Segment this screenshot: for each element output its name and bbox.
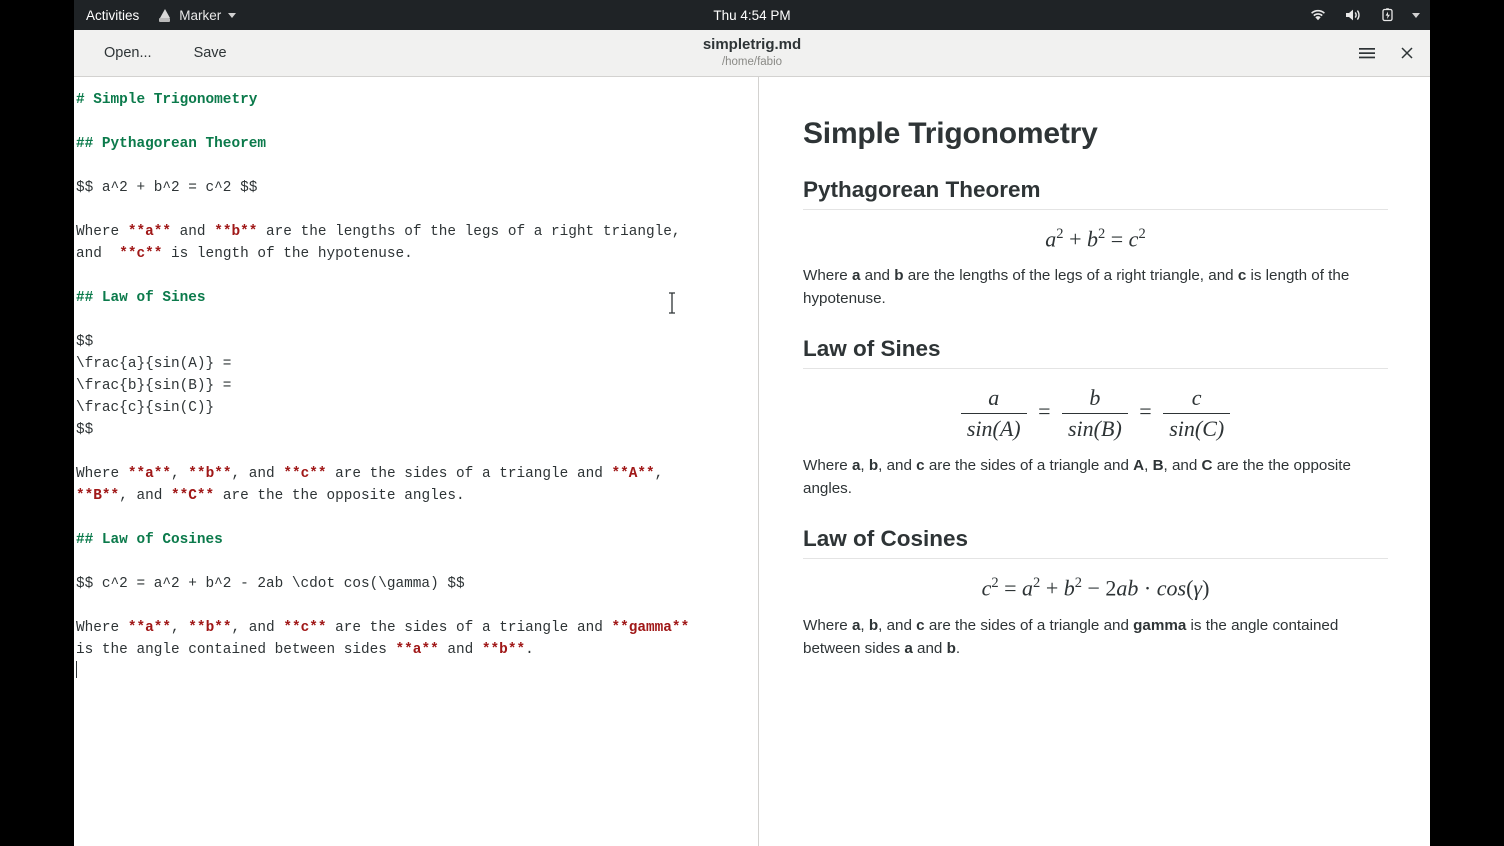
md-text-token: \frac{c}{sin(C)} (76, 400, 215, 416)
md-bold-token: **gamma** (611, 620, 690, 636)
md-text-token: $$ (76, 334, 94, 350)
editor-line (76, 551, 748, 573)
md-text-token: , and (231, 466, 284, 482)
wifi-icon (1307, 4, 1329, 26)
editor-line (76, 133, 748, 155)
close-icon[interactable] (1396, 42, 1418, 64)
open-button[interactable]: Open... (104, 45, 152, 61)
md-text-token: Where (76, 224, 128, 240)
p3-seg-k: and (912, 639, 947, 657)
md-text-token: , (171, 620, 189, 636)
editor-line (76, 221, 748, 243)
md-text-token: Where (76, 620, 128, 636)
p2-bold-A: A (1133, 457, 1145, 475)
app-menu-label: Marker (179, 7, 222, 23)
markdown-editor-pane[interactable] (74, 77, 758, 846)
top-bar-left-group (74, 8, 236, 23)
app-menu-button[interactable] (157, 8, 236, 23)
md-bold-token: **b** (481, 642, 526, 658)
md-text-token: $$ (76, 422, 94, 438)
marker-window (74, 30, 1430, 846)
p3-bold-a: a (851, 616, 861, 634)
system-status-area[interactable] (1307, 4, 1420, 26)
editor-line (76, 441, 748, 463)
p1-bold-b: b (894, 267, 904, 285)
md-text-token: are the sides of a triangle and (326, 466, 612, 482)
p2-seg-e: , and (878, 457, 917, 475)
formula-law-of-cosines: $c^2 = a^2 + b^2 - 2ab \cdot \cos(\gamma)$ (981, 575, 1210, 601)
editor-line (76, 111, 748, 133)
battery-icon (1377, 4, 1399, 26)
p2-bold-c: c (916, 457, 925, 475)
md-text-token: and (438, 642, 482, 658)
p1-seg-g: is length of the hypotenuse. (803, 267, 1350, 308)
editor-line (76, 309, 748, 331)
preview-heading-pythagorean: Pythagorean Theorem (803, 177, 1388, 210)
desktop-left-margin (0, 0, 74, 846)
md-text-token: , (171, 466, 189, 482)
desktop-right-margin (1430, 0, 1504, 846)
p3-bold-a2: a (904, 639, 913, 657)
p2-bold-a: a (851, 457, 861, 475)
md-bold-token: **c** (119, 246, 163, 262)
window-title-block (74, 36, 1430, 69)
p3-seg-c: , (860, 616, 869, 634)
md-bold-token: **c** (283, 620, 327, 636)
preview-heading-law-of-cosines: Law of Cosines (803, 526, 1388, 559)
editor-line (76, 177, 748, 199)
p2-bold-b: b (868, 457, 879, 475)
editor-line (76, 155, 748, 177)
markdown-source-text[interactable] (74, 89, 758, 683)
p3-seg-e: , and (878, 616, 917, 634)
md-bold-token: **a** (127, 620, 172, 636)
md-heading-token: ## Law of Cosines (76, 532, 223, 548)
p3-bold-c: c (916, 616, 925, 634)
md-text-token: , and (119, 488, 172, 504)
md-bold-token: **a** (127, 466, 172, 482)
header-left-buttons (74, 39, 241, 67)
p2-seg-k: , and (1163, 457, 1202, 475)
preview-paragraph-law-of-cosines (803, 614, 1388, 660)
p3-seg-m: . (955, 639, 961, 657)
editor-line (76, 199, 748, 221)
editor-line (76, 397, 748, 419)
md-bold-token: **b** (188, 466, 232, 482)
editor-line (76, 595, 748, 617)
p2-seg-g: are the sides of a triangle and (924, 457, 1134, 475)
hamburger-menu-icon[interactable] (1356, 42, 1378, 64)
p2-bold-B: B (1152, 457, 1164, 475)
p1-bold-c: c (1237, 267, 1247, 285)
header-right-buttons (1356, 42, 1418, 64)
editor-line (76, 485, 748, 507)
window-header-bar (74, 30, 1430, 77)
md-text-token: \frac{a}{sin(A)} = (76, 356, 232, 372)
window-subtitle-path: /home/fabio (721, 56, 783, 69)
markdown-preview-pane (759, 77, 1430, 846)
md-bold-token: **a** (395, 642, 439, 658)
p1-seg-e: are the lengths of the legs of a right triangle, and (903, 267, 1238, 285)
md-bold-token: **B** (76, 488, 120, 504)
p3-seg-g: are the sides of a triangle and (924, 616, 1134, 634)
clock[interactable]: Thu 4:54 PM (713, 7, 791, 23)
editor-line (76, 331, 748, 353)
formula-law-of-sines: $\frac{a}{\sin(A)}$ = $\frac{b}{\sin(B)}$ = $\frac{c}{\sin(C)}$ (803, 385, 1388, 442)
md-text-token: are the sides of a triangle and (326, 620, 612, 636)
preview-paragraph-pythagorean (803, 264, 1388, 310)
md-bold-token: **b** (188, 620, 232, 636)
md-text-token: $$ a^2 + b^2 = c^2 $$ (76, 180, 258, 196)
p1-bold-a: a (851, 267, 861, 285)
md-text-token: $$ c^2 = a^2 + b^2 - 2ab \cdot cos(\gamma) $$ (76, 576, 465, 592)
gnome-top-bar (74, 0, 1430, 30)
md-bold-token: **A** (611, 466, 655, 482)
p3-seg-a: Where (803, 616, 852, 634)
md-text-token: \frac{b}{sin(B)} = (76, 378, 232, 394)
system-menu-chevron-down-icon[interactable] (1412, 13, 1420, 18)
p3-seg-i: is the angle contained between sides (803, 616, 1339, 657)
p2-seg-a: Where (803, 457, 852, 475)
save-button[interactable]: Save (193, 45, 227, 61)
editor-line (76, 573, 748, 595)
preview-paragraph-law-of-sines (803, 454, 1388, 500)
activities-button[interactable]: Activities (86, 7, 140, 23)
p1-seg-c: and (860, 267, 895, 285)
p3-bold-b2: b (946, 639, 956, 657)
editor-line (76, 287, 748, 309)
p2-seg-c: , (860, 457, 869, 475)
editor-line (76, 375, 748, 397)
md-text-token: is length of the hypotenuse. (162, 246, 413, 262)
md-text-token: Where (76, 466, 128, 482)
md-bold-token: **c** (283, 466, 327, 482)
md-text-token: , and (231, 620, 284, 636)
p3-bold-gamma: gamma (1133, 616, 1187, 634)
editor-caret-line (76, 661, 748, 683)
editor-line (76, 419, 748, 441)
md-bold-token: **C** (171, 488, 215, 504)
chevron-down-icon (228, 13, 236, 18)
md-heading-token: # Simple Trigonometry (76, 92, 258, 108)
md-text-token: are the lengths of the legs of a right triangle, (257, 224, 681, 240)
editor-line (76, 353, 748, 375)
marker-app-icon (157, 8, 172, 23)
p2-seg-i: , (1144, 457, 1153, 475)
md-text-token: and (171, 224, 215, 240)
p3-bold-b: b (868, 616, 879, 634)
editor-line (76, 529, 748, 551)
md-text-token: , (654, 466, 664, 482)
preview-heading-law-of-sines: Law of Sines (803, 336, 1388, 369)
editor-line (76, 507, 748, 529)
md-heading-token: ## Law of Sines (76, 290, 206, 306)
preview-title: Simple Trigonometry (803, 117, 1098, 150)
md-text-token: . (525, 642, 534, 658)
editor-line (76, 265, 748, 287)
md-text-token: are the the opposite angles. (214, 488, 465, 504)
editor-line (76, 639, 748, 661)
md-heading-token: ## Pythagorean Theorem (76, 136, 266, 152)
md-text-token: is the angle contained between sides (76, 642, 396, 658)
p2-seg-m: are the the opposite angles. (803, 457, 1351, 498)
editor-line (76, 463, 748, 485)
p2-bold-C: C (1201, 457, 1213, 475)
window-title: simpletrig.md (702, 36, 802, 54)
formula-pythagorean: $a^2 + b^2 = c^2$ (1045, 226, 1146, 252)
editor-line (76, 89, 748, 111)
text-caret (76, 661, 77, 678)
split-panes (74, 77, 1430, 846)
md-text-token: and (76, 246, 120, 262)
p1-seg-a: Where (803, 267, 852, 285)
md-bold-token: **a** (127, 224, 172, 240)
volume-icon (1342, 4, 1364, 26)
editor-line (76, 243, 748, 265)
md-bold-token: **b** (214, 224, 258, 240)
editor-line (76, 617, 748, 639)
